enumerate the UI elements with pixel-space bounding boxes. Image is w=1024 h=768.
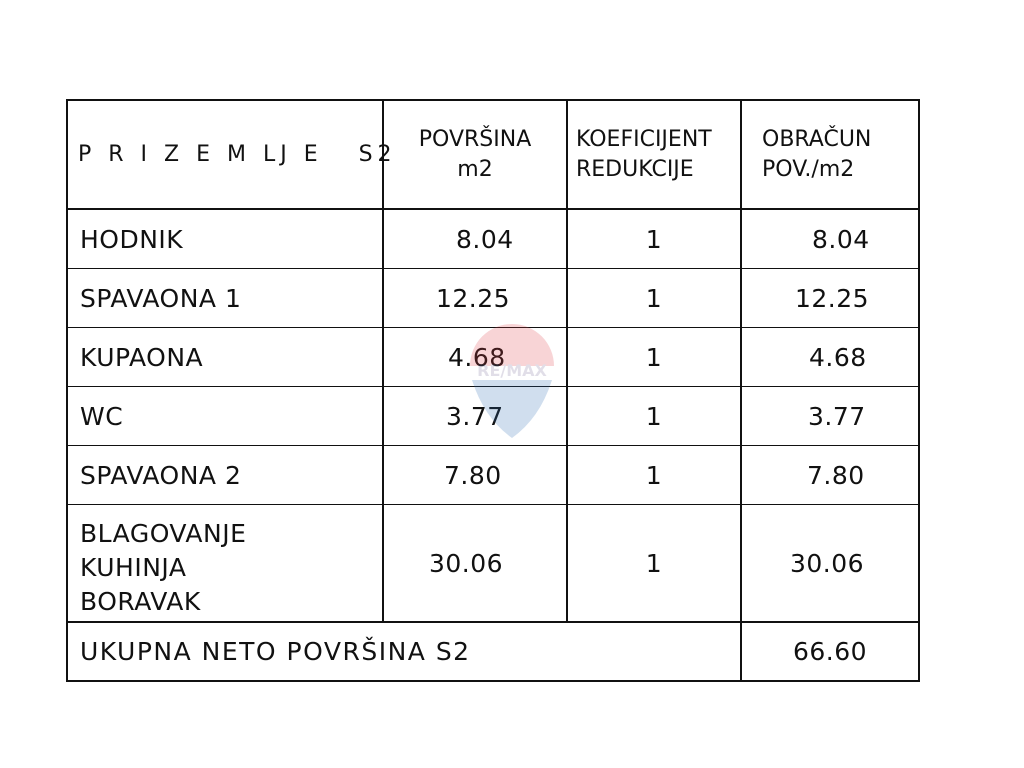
room-coef: 1: [645, 548, 663, 578]
room-coef: 1: [645, 401, 663, 431]
room-name-line: KUHINJA: [80, 553, 187, 582]
area-table: [66, 99, 920, 682]
header-area-cell: [384, 101, 566, 208]
col-divider-3: [740, 101, 742, 680]
area-unit: m2: [457, 156, 493, 182]
watermark-text: RE/MAX: [477, 361, 547, 380]
room-name: KUPAONA: [80, 342, 204, 372]
room-calc: 8.04: [812, 224, 870, 254]
room-coef: 1: [645, 460, 663, 490]
area-header: POVRŠINA: [418, 126, 532, 152]
total-value: 66.60: [792, 637, 868, 666]
room-area: 3.77: [446, 401, 504, 431]
room-coef: 1: [645, 224, 663, 254]
coef-header-line1: KOEFICIJENT: [576, 126, 712, 152]
room-name-multiline: [80, 519, 380, 617]
room-area: 8.04: [456, 224, 514, 254]
room-calc: 12.25: [795, 283, 870, 313]
room-name-line: BORAVAK: [80, 587, 201, 616]
room-name: HODNIK: [80, 224, 184, 254]
room-area: 7.80: [444, 460, 502, 490]
header-calc-cell: [762, 101, 918, 208]
room-calc: 4.68: [809, 342, 867, 372]
room-area: 4.68: [448, 342, 506, 372]
room-area: 12.25: [436, 283, 511, 313]
room-calc: 7.80: [807, 460, 865, 490]
floor-title: P R I Z E M LJ E S2: [78, 141, 397, 167]
room-area: 30.06: [429, 548, 504, 578]
calc-header-line2: POV./m2: [762, 156, 855, 182]
calc-header-line1: OBRAČUN: [762, 126, 872, 152]
room-coef: 1: [645, 283, 663, 313]
header-coef-cell: [576, 101, 740, 208]
total-label: UKUPNA NETO POVRŠINA S2: [80, 637, 471, 666]
room-coef: 1: [645, 342, 663, 372]
room-name-line: BLAGOVANJE: [80, 519, 247, 548]
coef-header-line2: REDUKCIJE: [576, 156, 694, 182]
room-name: SPAVAONA 2: [80, 460, 242, 490]
room-calc: 3.77: [808, 401, 866, 431]
room-name: SPAVAONA 1: [80, 283, 242, 313]
room-calc: 30.06: [790, 548, 865, 578]
room-name: WC: [80, 401, 124, 431]
header-title-cell: [78, 101, 397, 208]
